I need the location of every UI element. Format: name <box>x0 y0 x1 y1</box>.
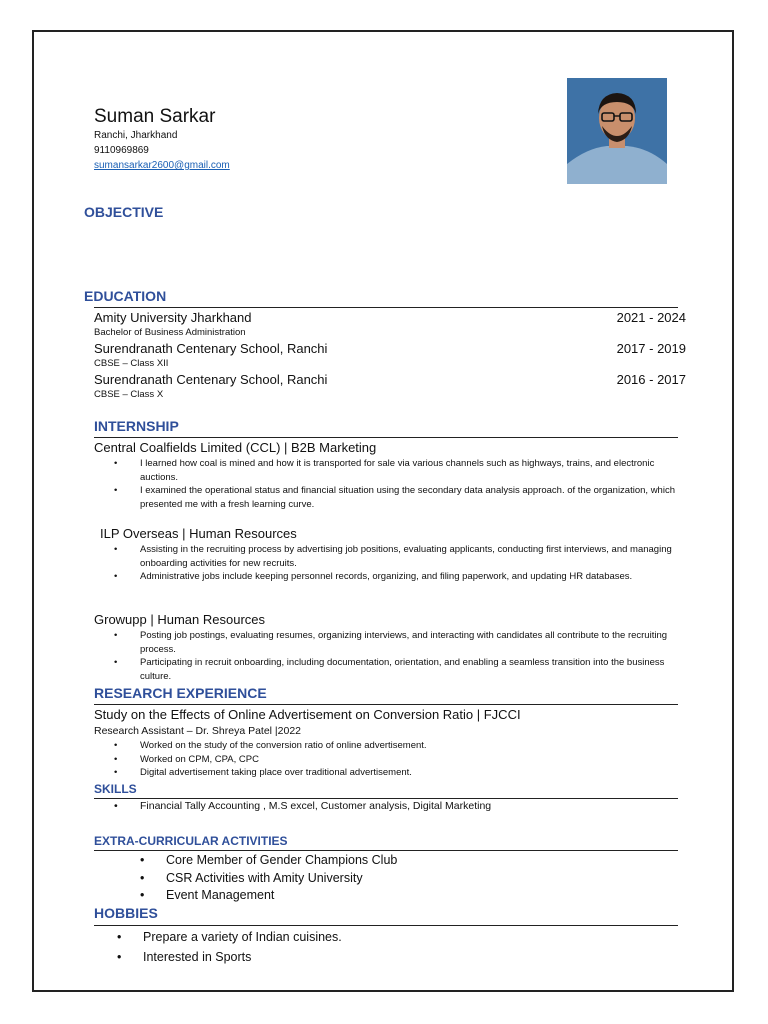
internship-divider <box>94 437 678 438</box>
list-item: • Administrative jobs include keeping personnel records, organizing, and filing paperwork, and updating HR databases. <box>114 570 680 584</box>
internship-3-bullets <box>114 629 680 683</box>
hobbies-divider <box>94 925 678 926</box>
location-text: Ranchi, Jharkhand <box>94 130 178 141</box>
objective-heading: OBJECTIVE <box>84 204 164 220</box>
list-item: • Core Member of Gender Champions Club <box>140 852 680 870</box>
person-portrait-icon <box>567 78 667 184</box>
skills-divider <box>94 798 678 799</box>
research-role: Research Assistant – Dr. Shreya Patel |2022 <box>94 725 302 737</box>
skills-heading: SKILLS <box>94 782 137 796</box>
research-heading: RESEARCH EXPERIENCE <box>94 685 267 701</box>
education-school-2: Surendranath Centenary School, Ranchi <box>94 341 328 356</box>
extracurricular-divider <box>94 850 678 851</box>
list-item: • I learned how coal is mined and how it is transported for sale via various channels such as highways, trains, and electronic auctions. <box>114 457 680 484</box>
research-bullets <box>114 739 680 780</box>
internship-2-bullets <box>114 543 680 584</box>
profile-photo <box>567 78 667 184</box>
research-divider <box>94 704 678 705</box>
education-detail-3: CBSE – Class X <box>94 389 164 400</box>
list-item: • Worked on CPM, CPA, CPC <box>114 753 680 767</box>
list-item: • Assisting in the recruiting process by advertising job positions, evaluating applicants, conducting first interviews, and managing onboarding activities for new recruits. <box>114 543 680 570</box>
education-divider <box>94 307 678 308</box>
list-item: • CSR Activities with Amity University <box>140 870 680 888</box>
education-detail-2: CBSE – Class XII <box>94 358 169 369</box>
email-link[interactable]: sumansarkar2600@gmail.com <box>94 160 230 171</box>
internship-heading: INTERNSHIP <box>94 418 179 434</box>
resume-page <box>32 30 734 992</box>
education-school-1: Amity University Jharkhand <box>94 310 252 325</box>
list-item: • Event Management <box>140 887 680 905</box>
list-item: • Interested in Sports <box>117 947 677 967</box>
extracurricular-bullets <box>140 852 680 905</box>
skills-bullets <box>114 800 680 814</box>
list-item: • Posting job postings, evaluating resumes, organizing interviews, and interacting with candidates all contribute to the recruiting process. <box>114 629 680 656</box>
list-item: • I examined the operational status and financial situation using the secondary data analysis approach. of the organization, which presented me with a fresh learning curve. <box>114 484 680 511</box>
education-school-3: Surendranath Centenary School, Ranchi <box>94 372 328 387</box>
research-title: Study on the Effects of Online Advertisement on Conversion Ratio | FJCCI <box>94 707 521 722</box>
internship-1-bullets <box>114 457 680 511</box>
phone-text: 9110969869 <box>94 145 149 156</box>
education-years-2: 2017 - 2019 <box>616 341 686 356</box>
list-item: • Digital advertisement taking place over traditional advertisement. <box>114 766 680 780</box>
education-years-3: 2016 - 2017 <box>616 372 686 387</box>
internship-title-3: Growupp | Human Resources <box>94 612 266 627</box>
education-detail-1: Bachelor of Business Administration <box>94 327 246 338</box>
internship-title-2: ILP Overseas | Human Resources <box>100 526 297 541</box>
list-item: • Worked on the study of the conversion ratio of online advertisement. <box>114 739 680 753</box>
internship-title-1: Central Coalfields Limited (CCL) | B2B Marketing <box>94 440 377 455</box>
hobbies-bullets <box>117 927 677 967</box>
extracurricular-heading: EXTRA-CURRICULAR ACTIVITIES <box>94 834 288 848</box>
education-heading: EDUCATION <box>84 288 167 304</box>
candidate-name: Suman Sarkar <box>94 106 216 127</box>
list-item: • Prepare a variety of Indian cuisines. <box>117 927 677 947</box>
hobbies-heading: HOBBIES <box>94 905 158 921</box>
list-item: • Participating in recruit onboarding, including documentation, orientation, and enabling a seamless transition into the business culture. <box>114 656 680 683</box>
education-years-1: 2021 - 2024 <box>616 310 686 325</box>
list-item: • Financial Tally Accounting , M.S excel, Customer analysis, Digital Marketing <box>114 800 680 814</box>
